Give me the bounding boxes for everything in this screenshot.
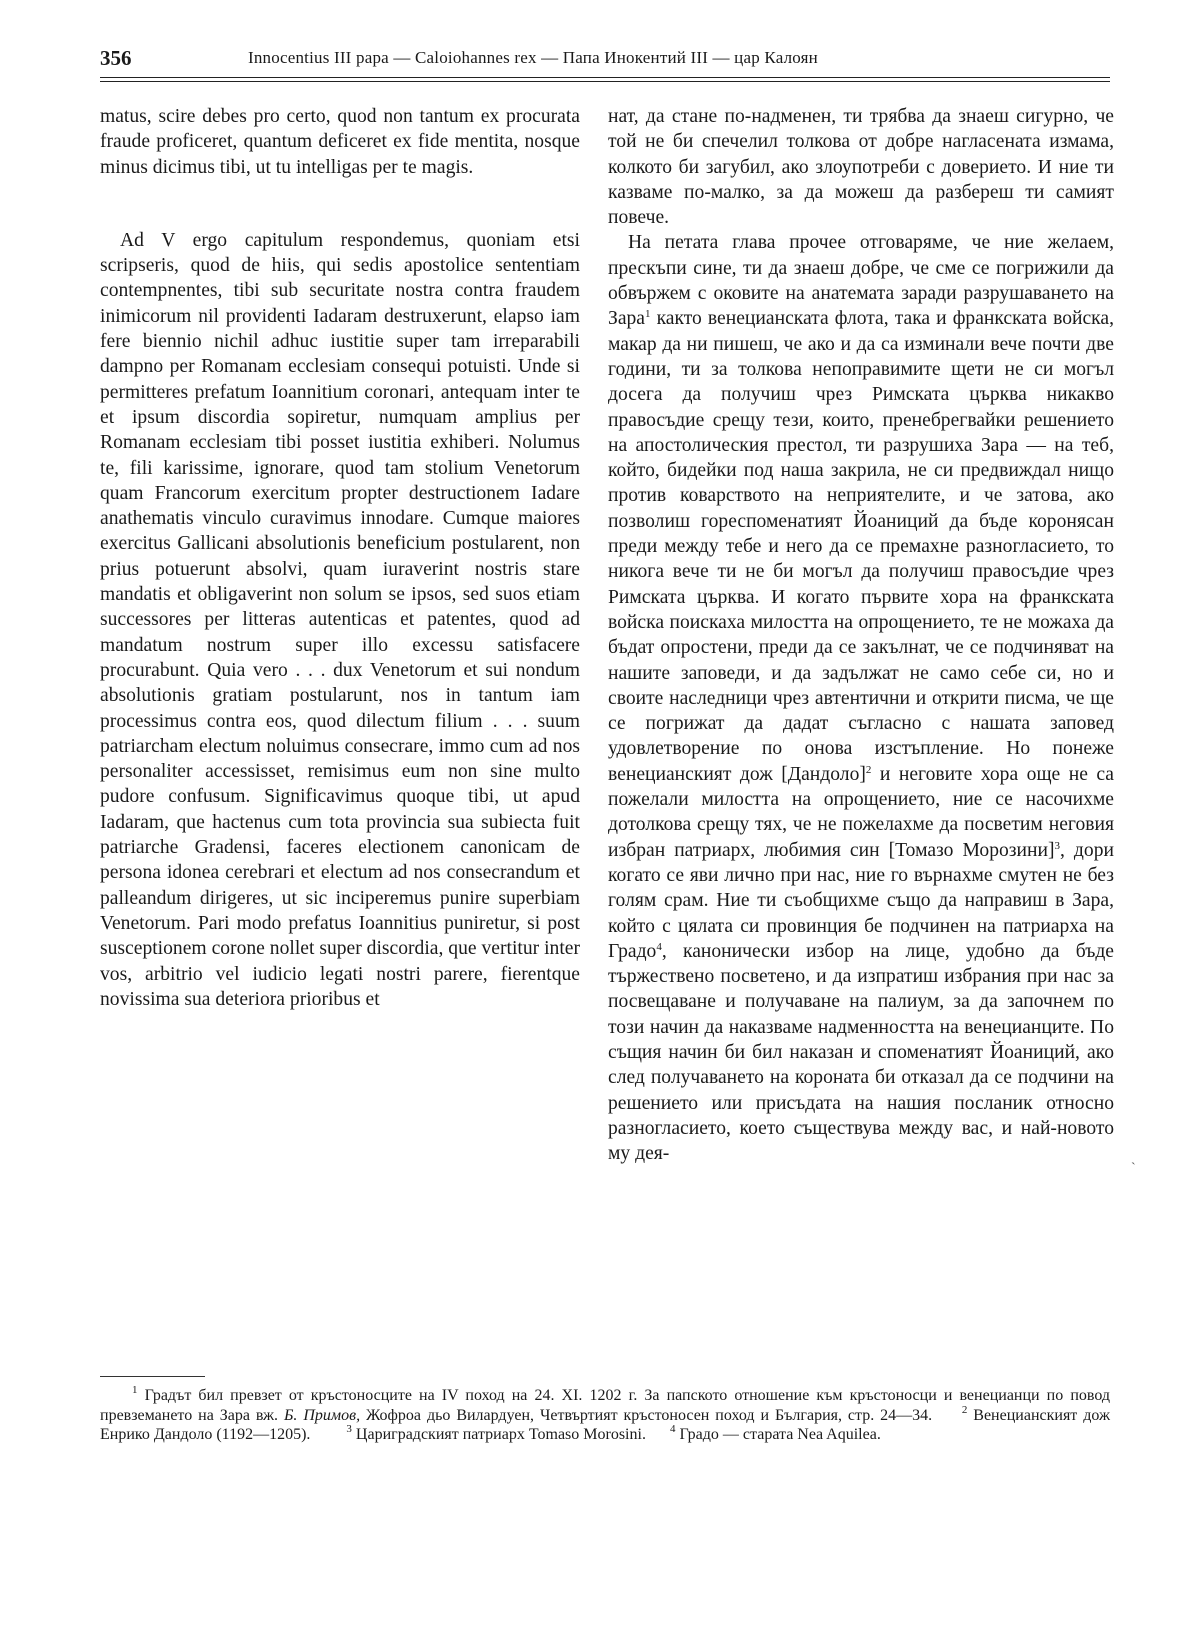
footnote-mark-1: 1 bbox=[132, 1384, 138, 1396]
bulgarian-text-d: , дори когато се яви лично при нас, ние го върнахме смутен не без голям срам. Ние ти съобщихме също да направиш в Зара, който с цялата си провинция бе подчинен на патриарха на Градо bbox=[608, 839, 1114, 962]
header-rule bbox=[100, 77, 1110, 78]
footnote-ref-2[interactable]: 2 bbox=[865, 763, 872, 776]
footnote-ref-1[interactable]: 1 bbox=[645, 308, 651, 321]
footnote-ref-4[interactable]: 4 bbox=[656, 940, 662, 953]
footnotes bbox=[100, 1386, 1110, 1445]
footnote-ref-3[interactable]: 3 bbox=[1054, 839, 1061, 852]
bulgarian-text-b: както венецианската флота, така и франкската войска, макар да ни пишеш, че ако и да са изминали вече почти две години, ти за толкова непоправимите щети не си могъл досега да получиш чрез Римската църква никакво правосъдие срещу тези, които, пренебрегвайки решението на апостолическия престол, ти разрушиха Зара — на теб, който, бидейки под наша закрила, не си предвиждал нищо против коварството на неприятелите, и че затова, ако позволиш гореспоменатият Йоаниций да бъде коронясан преди между тебе и него да се премахне разногласието, то никога вече ти не би могъл да получиш правосъдие чрез Римската църква. И когато първите хора на франкската войска поискаха милостта на опрощението, те не можаха да бъдат опростени, преди да се закълнат, че се подчиняват на нашите заповеди, и да задължат не само себе си, но и своите наследници чрез автентични и открити писма, че ще се погрижат да дадат съгласно с нашата заповед удовлетворение по онова изстъпление. Но понеже венецианският дож [Дандоло] bbox=[608, 308, 1114, 785]
footnote-3-text: Цариградският патриарх Tomaso Morosini. bbox=[355, 1426, 646, 1443]
running-title: Innocentius III papa — Caloiohannes rex — Папа Инокентий III — цар Калоян bbox=[248, 48, 818, 67]
footnote-mark-4: 4 bbox=[669, 1423, 676, 1435]
footnote-mark-2: 2 bbox=[961, 1403, 968, 1416]
bulgarian-text-c: и неговите хора още не са пожелали милостта на опрощението, ние се насочихме дотолкова срещу тях, че не пожелахме да посветим неговия избран патриарх, любимия син [Томазо Морозини] bbox=[608, 763, 1115, 861]
bulgarian-text-e: , канонически избор на лице, удобно да бъде тържествено посветено, и да изпратиш избрания при нас за посвещаване и получаване на палиум, за да започнем по този начин да наказваме надменността на венецианците. По същия начин би бил наказан и споменатият Йоаниций, ако след получаването на короната би отказал да се подчини на решението или присъдата на нашия посланик относно разногласието, което съществува между вас, и най-новото му дея- bbox=[608, 940, 1114, 1165]
footnote-1-author: Б. Примов, bbox=[283, 1406, 361, 1424]
bulgarian-text-a: На петата глава прочее отговаряме, че ние желаем, прескъпи сине, ти да знаеш добре, че сме се погрижили да обвържем с оковите на анатемата заради разрушаването на Зара bbox=[608, 232, 1114, 330]
page-header bbox=[100, 46, 1110, 76]
footnote-2-text: Венецианският дож Енрико Дандоло (1192—1205). bbox=[100, 1406, 1111, 1443]
latin-column bbox=[100, 104, 580, 1012]
footnote-4-text: Градо — старата Nea Aquilea. bbox=[679, 1426, 881, 1443]
footnotes-text bbox=[100, 1386, 1110, 1445]
bulgarian-paragraph-1: нат, да стане по-надменен, ти трябва да знаеш сигурно, че той не би спечелил толкова от добре нагласената измама, колкото би загубил, ако злоупотреби с доверието. И ние ти казваме по-малко, за да можеш да разбереш ти самият повече. bbox=[608, 106, 1114, 229]
bulgarian-paragraph-2 bbox=[608, 230, 1114, 1166]
footnote-rule bbox=[100, 1376, 205, 1377]
header-rule-thin bbox=[100, 81, 1110, 82]
bulgarian-column bbox=[608, 104, 1114, 1166]
page-number: 356 bbox=[100, 46, 132, 70]
footnote-1-text-a: Градът бил превзет от кръстоносците на IV поход на 24. XI. 1202 г. За папското отношение към кръстоносци и венецианци по повод превземането на Зара вж. bbox=[100, 1387, 1111, 1424]
footnote-mark-3: 3 bbox=[346, 1423, 352, 1435]
latin-paragraph-2: Ad V ergo capitulum respondemus, quoniam etsi scripseris, quod de hiis, qui sedis apostolice sententiam contempnentes, tibi sub securitate nostra contra fraudem inimicorum nil providenti Iadaram destruxerunt, elapso iam fere biennio nichil adhuc iustitie super tam irreparabili dampno per Romanam ecclesiam consequi potuisti. Unde si permitteres prefatum Ioannitium coronari, antequam inter te et ipsum discordia sopiretur, numquam amplius per Romanam ecclesiam tibi posset iustitia exhiberi. Nolumus te, fili karissime, ignorare, quod tam stolium Venetorum quam Francorum exercitum propter destructionem Iadare anathematis vinculo curavimus innodare. Cumque maiores exercitus Gallicani absolutionis beneficium postularent, non prius potuerunt absolvi, quam iuraverint nostris stare mandatis et obligaverint non solum se ipsos, sed suos etiam successores per litteras autenticas et patentes, quod ad mandatum nostrum super illo excessu satisfacere procurabunt. Quia vero . . . dux Venetorum et sui nondum absolutionis gratiam postularunt, nos in tantum iam processimus contra eos, quod dilectum filium . . . suum patriarcham electum noluimus consecrare, immo cum ad nos personaliter accessisset, remisimus eum non sine multo pudore confusum. Significavimus quoque tibi, ut apud Iadaram, que hactenus cum tota provincia sua subiecta fuit patriarche Gradensi, faceres electionem canonicam de persona idonea cerebrari et electum ad nos consecrandum et palleandum dirigeres, ut sic inciperemus punire superbiam Venetorum. Pari modo prefatus Ioannitius puniretur, si post susceptionem corone nollet super discordia, que vertitur inter vos, arbitrio vel iudicio legati nostri parere, fierentque novissima sua deteriora prioribus et bbox=[100, 229, 580, 1010]
stray-mark: ` bbox=[1131, 1161, 1136, 1176]
latin-paragraph-1: matus, scire debes pro certo, quod non tantum ex procurata fraude proficeret, quantum deficeret ex fide mentita, nosque minus dicimus tibi, ut tu intelligas per te magis. bbox=[100, 106, 580, 178]
footnote-1-text-b: Жофроа дьо Вилардуен, Четвъртият кръстоносен поход и България, стр. 24—34. bbox=[360, 1406, 933, 1424]
